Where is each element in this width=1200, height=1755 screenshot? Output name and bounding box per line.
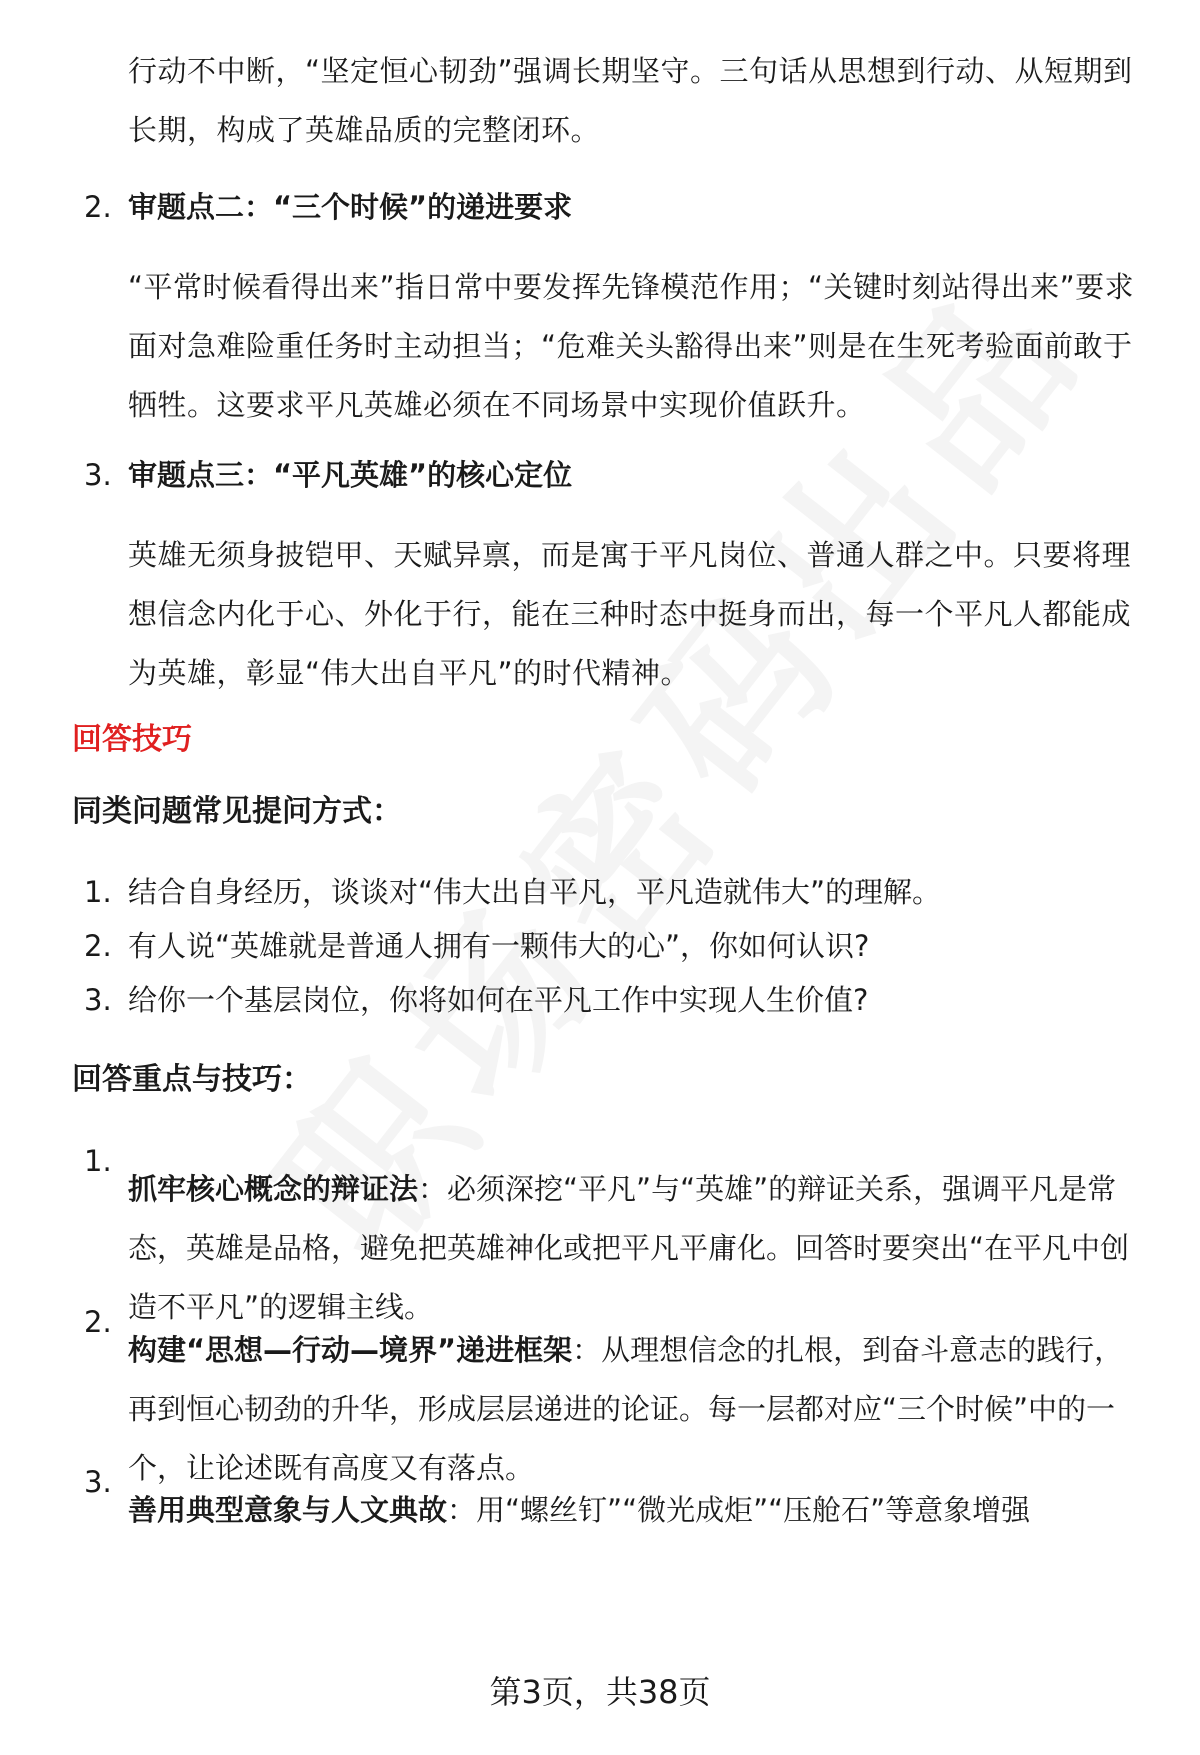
key-point-item — [128, 1160, 1143, 1337]
key-point-text: ：用“螺丝钉”“微光成炬”“压舱石”等意象增强 — [447, 1493, 1031, 1527]
key-point-number: 1. — [84, 1144, 112, 1178]
question-number: 1. — [84, 875, 112, 909]
key-point-bold: 抓牢核心概念的辩证法 — [128, 1172, 419, 1206]
similar-questions-heading: 同类问题常见提问方式： — [72, 794, 402, 829]
point2-title: 审题点二：“三个时候”的递进要求 — [128, 190, 573, 224]
key-point-number: 3. — [84, 1465, 112, 1499]
answer-skills-heading: 回答技巧 — [72, 722, 192, 757]
question-number: 3. — [84, 983, 112, 1017]
point3-title: 审题点三：“平凡英雄”的核心定位 — [128, 458, 573, 492]
key-point-item — [128, 1321, 1143, 1498]
question-number: 2. — [84, 929, 112, 963]
key-point-text: ：必须深挖“平凡”与“英雄”的辩证关系，强调平凡是常态，英雄是品格，避免把英雄神化或把平凡平庸化。回答时要突出“在平凡中创造不平凡”的逻辑主线。 — [128, 1172, 1130, 1324]
point2-number: 2. — [84, 190, 112, 224]
question-item: 结合自身经历，谈谈对“伟大出自平凡，平凡造就伟大”的理解。 — [128, 875, 942, 909]
question-item: 给你一个基层岗位，你将如何在平凡工作中实现人生价值? — [128, 983, 869, 1017]
point2-body: “平常时候看得出来”指日常中要发挥先锋模范作用；“关键时刻站得出来”要求面对急难险重任务时主动担当；“危难关头豁得出来”则是在生死考验面前敢于牺牲。这要求平凡英雄必须在不同场景中实现价值跃升。 — [128, 270, 1135, 422]
intro-continuation: 行动不中断，“坚定恒心韧劲”强调长期坚守。三句话从思想到行动、从短期到长期，构成了英雄品质的完整闭环。 — [128, 54, 1133, 147]
page-footer: 第3页，共38页 — [489, 1673, 711, 1711]
key-point-bold: 构建“思想—行动—境界”递进框架 — [128, 1333, 573, 1367]
key-point-item — [128, 1481, 1143, 1540]
key-point-text: ：从理想信念的扎根，到奋斗意志的践行，再到恒心韧劲的升华，形成层层递进的论证。每一层都对应“三个时候”中的一个，让论述既有高度又有落点。 — [128, 1333, 1124, 1485]
point3-body: 英雄无须身披铠甲、天赋异禀，而是寓于平凡岗位、普通人群之中。只要将理想信念内化于心、外化于行，能在三种时态中挺身而出，每一个平凡人都能成为英雄，彰显“伟大出自平凡”的时代精神。 — [128, 538, 1132, 690]
key-point-bold: 善用典型意象与人文典故 — [128, 1493, 448, 1527]
key-point-number: 2. — [84, 1305, 112, 1339]
point3-number: 3. — [84, 458, 112, 492]
key-points-heading: 回答重点与技巧： — [72, 1062, 312, 1097]
question-item: 有人说“英雄就是普通人拥有一颗伟大的心”，你如何认识? — [128, 929, 870, 963]
